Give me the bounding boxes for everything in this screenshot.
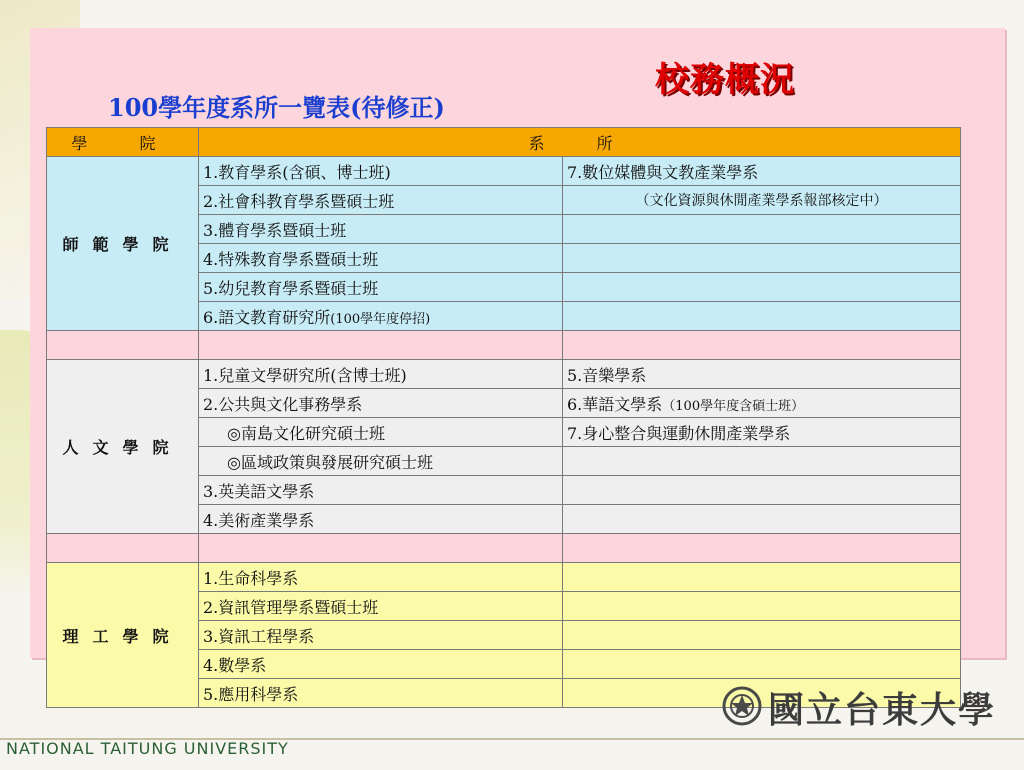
dept-cell-empty xyxy=(563,273,961,302)
dept-cell: 3.英美語文學系 xyxy=(199,476,563,505)
dept-cell-empty xyxy=(563,215,961,244)
header-college: 學 院 xyxy=(47,128,199,157)
dept-cell-empty xyxy=(563,563,961,592)
college-cell-education: 師範學院 xyxy=(47,157,199,331)
dept-cell: 3.體育學系暨碩士班 xyxy=(199,215,563,244)
dept-cell-empty xyxy=(563,447,961,476)
dept-cell-empty xyxy=(563,592,961,621)
dept-cell: 7.身心整合與運動休閒產業學系 xyxy=(563,418,961,447)
dept-cell: 1.兒童文學研究所(含博士班) xyxy=(199,360,563,389)
table-header-row xyxy=(47,128,961,157)
dept-cell-empty xyxy=(563,505,961,534)
table-row xyxy=(47,563,961,592)
dept-cell-empty xyxy=(563,476,961,505)
header-department: 系 所 xyxy=(199,128,961,157)
dept-cell: 4.特殊教育學系暨碩士班 xyxy=(199,244,563,273)
college-cell-humanities: 人文學院 xyxy=(47,360,199,534)
dept-cell-empty xyxy=(563,650,961,679)
college-cell-science: 理工學院 xyxy=(47,563,199,708)
university-logo-text: 國立台東大學 xyxy=(768,689,997,731)
dept-cell: 2.公共與文化事務學系 xyxy=(199,389,563,418)
dept-cell: 4.數學系 xyxy=(199,650,563,679)
dept-note-red: （文化資源與休閒產業學系報部核定中） xyxy=(563,186,961,215)
dept-cell xyxy=(563,389,961,418)
dept-cell: 5.應用科學系 xyxy=(199,679,563,708)
department-table xyxy=(46,127,961,708)
dept-cell xyxy=(199,302,563,331)
dept-cell-empty xyxy=(563,302,961,331)
dept-cell: 2.社會科教育學系暨碩士班 xyxy=(199,186,563,215)
dept-cell-empty xyxy=(563,621,961,650)
dept-note: (100學年度停招) xyxy=(330,311,431,327)
dept-name: 6.華語文學系 xyxy=(567,394,663,414)
group-gap xyxy=(47,534,961,563)
university-seal-icon xyxy=(722,686,762,726)
footer-text: NATIONAL TAITUNG UNIVERSITY xyxy=(6,739,289,758)
dept-cell: 4.美術產業學系 xyxy=(199,505,563,534)
dept-cell: 5.幼兒教育學系暨碩士班 xyxy=(199,273,563,302)
list-title: 100學年度系所一覽表(待修正) xyxy=(108,93,445,122)
dept-cell: 3.資訊工程學系 xyxy=(199,621,563,650)
table-row xyxy=(47,360,961,389)
dept-cell-empty xyxy=(563,244,961,273)
dept-note: （100學年度含碩士班） xyxy=(662,398,805,414)
dept-cell: 5.音樂學系 xyxy=(563,360,961,389)
dept-cell: 1.教育學系(含碩、博士班) xyxy=(199,157,563,186)
dept-cell: 1.生命科學系 xyxy=(199,563,563,592)
dept-name: 6.語文教育研究所 xyxy=(203,307,331,327)
group-gap xyxy=(47,331,961,360)
dept-cell: 2.資訊管理學系暨碩士班 xyxy=(199,592,563,621)
dept-cell: ◎區域政策與發展研究碩士班 xyxy=(199,447,563,476)
table-row xyxy=(47,157,961,186)
slide-title: 校務概況 xyxy=(655,60,795,100)
dept-cell: ◎南島文化研究碩士班 xyxy=(199,418,563,447)
dept-cell: 7.數位媒體與文教產業學系 xyxy=(563,157,961,186)
